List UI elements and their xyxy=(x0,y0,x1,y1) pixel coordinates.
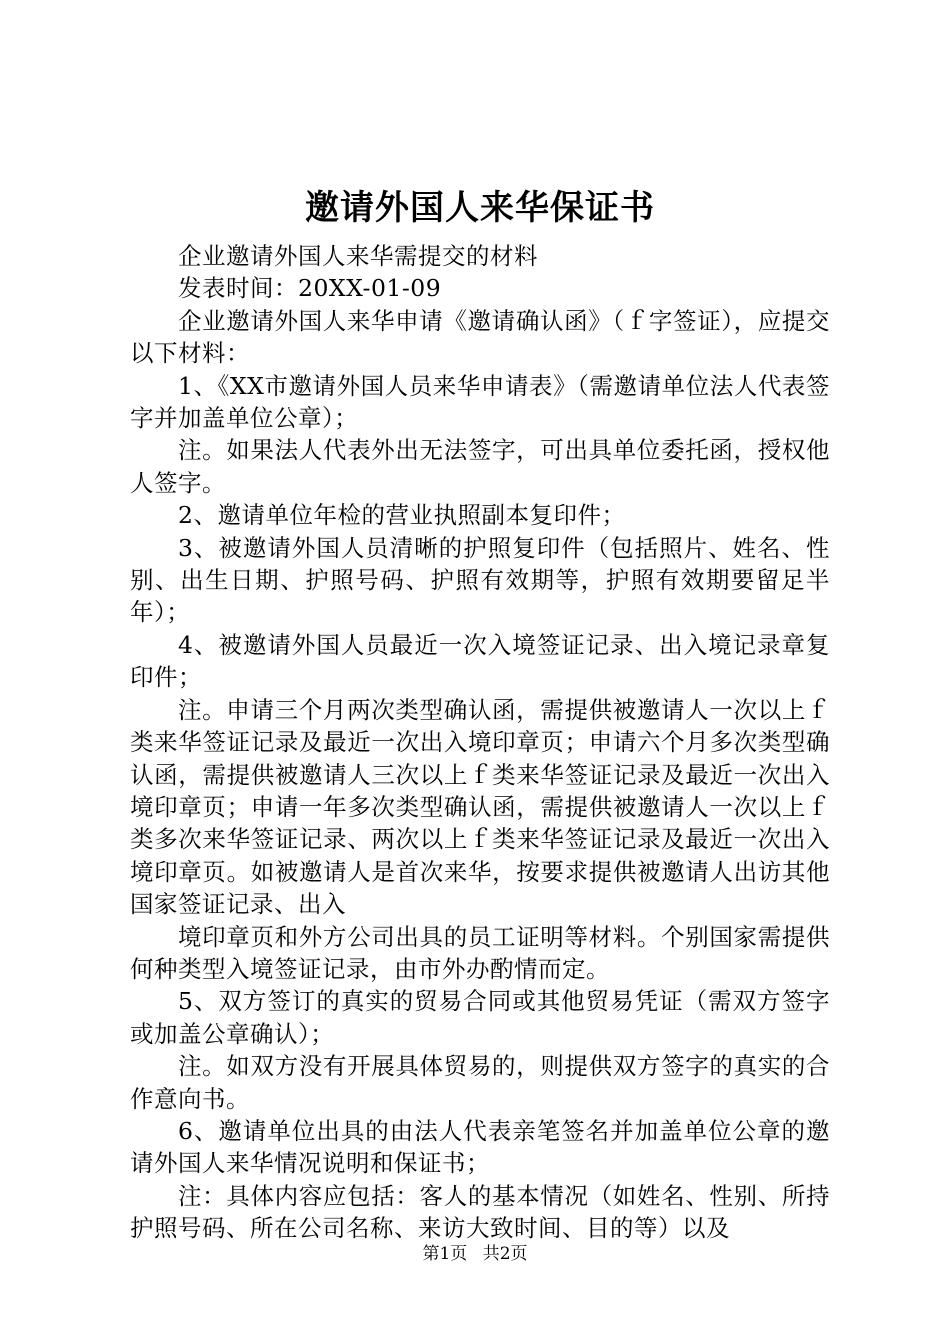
paragraph-note-6: 注：具体内容应包括：客人的基本情况（如姓名、性别、所持护照号码、所在公司名称、来访大致时间、目的等）以及 xyxy=(130,1181,830,1243)
paragraph-publish-date: 发表时间：20XX-01-09 xyxy=(178,274,442,303)
page-footer xyxy=(0,1242,950,1266)
paragraph-intro: 企业邀请外国人来华申请《邀请确认函》（ｆ字签证），应提交以下材料： xyxy=(130,306,830,368)
paragraph-note-4-continued: 境印章页和外方公司出具的员工证明等材料。个别国家需提供何种类型入境签证记录，由市外办酌情而定。 xyxy=(130,922,830,983)
paragraph-item-6: 6、邀请单位出具的由法人代表亲笔签名并加盖单位公章的邀请外国人来华情况说明和保证书； xyxy=(130,1116,830,1178)
page-number: 第1页 xyxy=(422,1244,468,1264)
paragraph-subtitle: 企业邀请外国人来华需提交的材料 xyxy=(178,242,538,270)
paragraph-item-1: 1、《XX市邀请外国人员来华申请表》（需邀请单位法人代表签字并加盖单位公章）； xyxy=(130,371,830,433)
paragraph-item-2: 2、邀请单位年检的营业执照副本复印件； xyxy=(178,501,626,530)
paragraph-item-4: 4、被邀请外国人员最近一次入境签证记录、出入境记录章复印件； xyxy=(130,630,830,692)
paragraph-note-4: 注。申请三个月两次类型确认函，需提供被邀请人一次以上ｆ类来华签证记录及最近一次出入境印章页；申请六个月多次类型确认函，需提供被邀请人三次以上ｆ类来华签证记录及最近一次出入境印章页；申请一年多次类型确认函，需提供被邀请人一次以上ｆ类多次来华签证记录、两次以上ｆ类来华签证记录及最近一次出入境印章页。如被邀请人是首次来华，按要求提供被邀请人出访其他国家签证记录、出入 xyxy=(130,695,830,919)
paragraph-item-5: 5、双方签订的真实的贸易合同或其他贸易凭证（需双方签字或加盖公章确认）； xyxy=(130,987,830,1048)
paragraph-item-3: 3、被邀请外国人员清晰的护照复印件（包括照片、姓名、性别、出生日期、护照号码、护照有效期等，护照有效期要留足半年）； xyxy=(130,533,830,627)
paragraph-note-5: 注。如双方没有开展具体贸易的，则提供双方签字的真实的合作意向书。 xyxy=(130,1052,830,1113)
page-total: 共2页 xyxy=(482,1244,528,1264)
paragraph-note-1: 注。如果法人代表外出无法签字，可出具单位委托函，授权他人签字。 xyxy=(130,436,830,497)
document-page xyxy=(130,180,830,1245)
document-title: 邀请外国人来华保证书 xyxy=(305,188,655,228)
